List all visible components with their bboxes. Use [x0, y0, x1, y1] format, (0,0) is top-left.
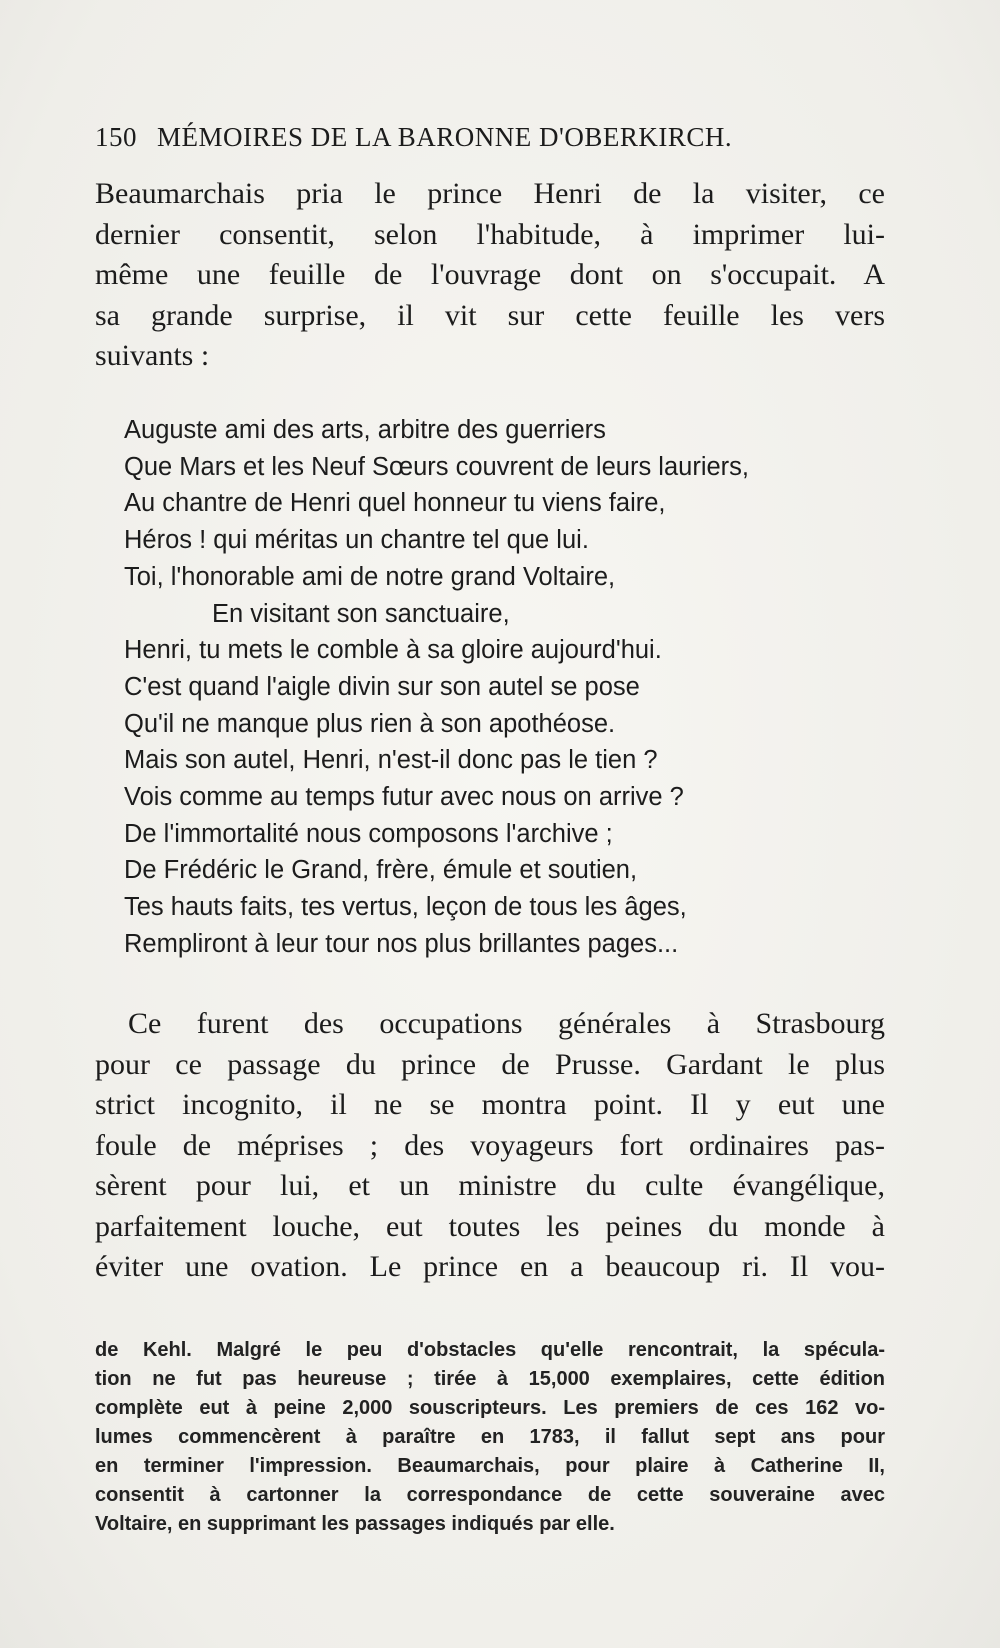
poem-line: En visitant son sanctuaire, [212, 599, 510, 628]
text-line: pour ce passage du prince de Prusse. Gardant le plus [95, 1047, 885, 1081]
text-line: suivants : [95, 339, 210, 372]
footnote-line: Voltaire, en supprimant les passages indiqués par elle. [95, 1513, 615, 1535]
poem-line: Mais son autel, Henri, n'est-il donc pas le tien ? [124, 746, 658, 775]
poem-line: Vois comme au temps futur avec nous on arrive ? [124, 783, 684, 812]
text-line: parfaitement louche, eut toutes les peines du monde à [95, 1209, 885, 1243]
footnote [95, 1336, 885, 1539]
poem-line: Héros ! qui méritas un chantre tel que lui. [124, 526, 589, 555]
poem-line: Tes hauts faits, tes vertus, leçon de tous les âges, [124, 893, 687, 922]
text-line: dernier consentit, selon l'habitude, à imprimer lui- [95, 217, 885, 251]
poem-line: Henri, tu mets le comble à sa gloire aujourd'hui. [124, 636, 662, 665]
poem-line: Auguste ami des arts, arbitre des guerriers [124, 416, 606, 444]
running-header [95, 122, 895, 153]
poem-line: Toi, l'honorable ami de notre grand Voltaire, [124, 562, 616, 591]
poem-line: De Frédéric le Grand, frère, émule et soutien, [124, 856, 638, 885]
footnote-line: en terminer l'impression. Beaumarchais, pour plaire à Catherine II, [95, 1455, 885, 1477]
footnote-line: complète eut à peine 2,000 souscripteurs. Les premiers de ces 162 vo- [95, 1397, 885, 1419]
poem-line: Que Mars et les Neuf Sœurs couvrent de leurs lauriers, [124, 452, 749, 481]
text-line: Ce furent des occupations générales à Strasbourg [128, 1007, 885, 1040]
poem-line: Qu'il ne manque plus rien à son apothéose. [124, 709, 616, 738]
footnote-line: de Kehl. Malgré le peu d'obstacles qu'elle rencontrait, la spécula- [95, 1339, 885, 1361]
page-number: 150 [95, 122, 137, 152]
text-line: foule de méprises ; des voyageurs fort ordinaires pas- [95, 1128, 885, 1162]
footnote-line: tion ne fut pas heureuse ; tirée à 15,000 exemplaires, cette édition [95, 1368, 885, 1390]
text-line: sa grande surprise, il vit sur cette feuille les vers [95, 298, 885, 332]
intro-paragraph [95, 174, 885, 377]
footnote-line: lumes commencèrent à paraître en 1783, il fallut sept ans pour [95, 1426, 885, 1448]
text-line: Beaumarchais pria le prince Henri de la visiter, ce [95, 177, 885, 210]
poem-line: C'est quand l'aigle divin sur son autel se pose [124, 672, 640, 701]
footnote-line: consentit à cartonner la correspondance de cette souveraine avec [95, 1484, 885, 1506]
body-paragraph [95, 1004, 885, 1288]
text-line: même une feuille de l'ouvrage dont on s'occupait. A [95, 258, 885, 291]
poem-line: Au chantre de Henri quel honneur tu viens faire, [124, 489, 666, 518]
poem-line: Rempliront à leur tour nos plus brillantes pages... [124, 929, 679, 958]
text-line: strict incognito, il ne se montra point. Il y eut une [95, 1088, 885, 1121]
poem-line: De l'immortalité nous composons l'archive ; [124, 819, 613, 848]
text-line: éviter une ovation. Le prince en a beaucoup ri. Il vou- [95, 1250, 885, 1283]
poem [124, 412, 884, 963]
running-title: MÉMOIRES DE LA BARONNE D'OBERKIRCH. [157, 122, 733, 152]
text-line: sèrent pour lui, et un ministre du culte évangélique, [95, 1169, 885, 1202]
